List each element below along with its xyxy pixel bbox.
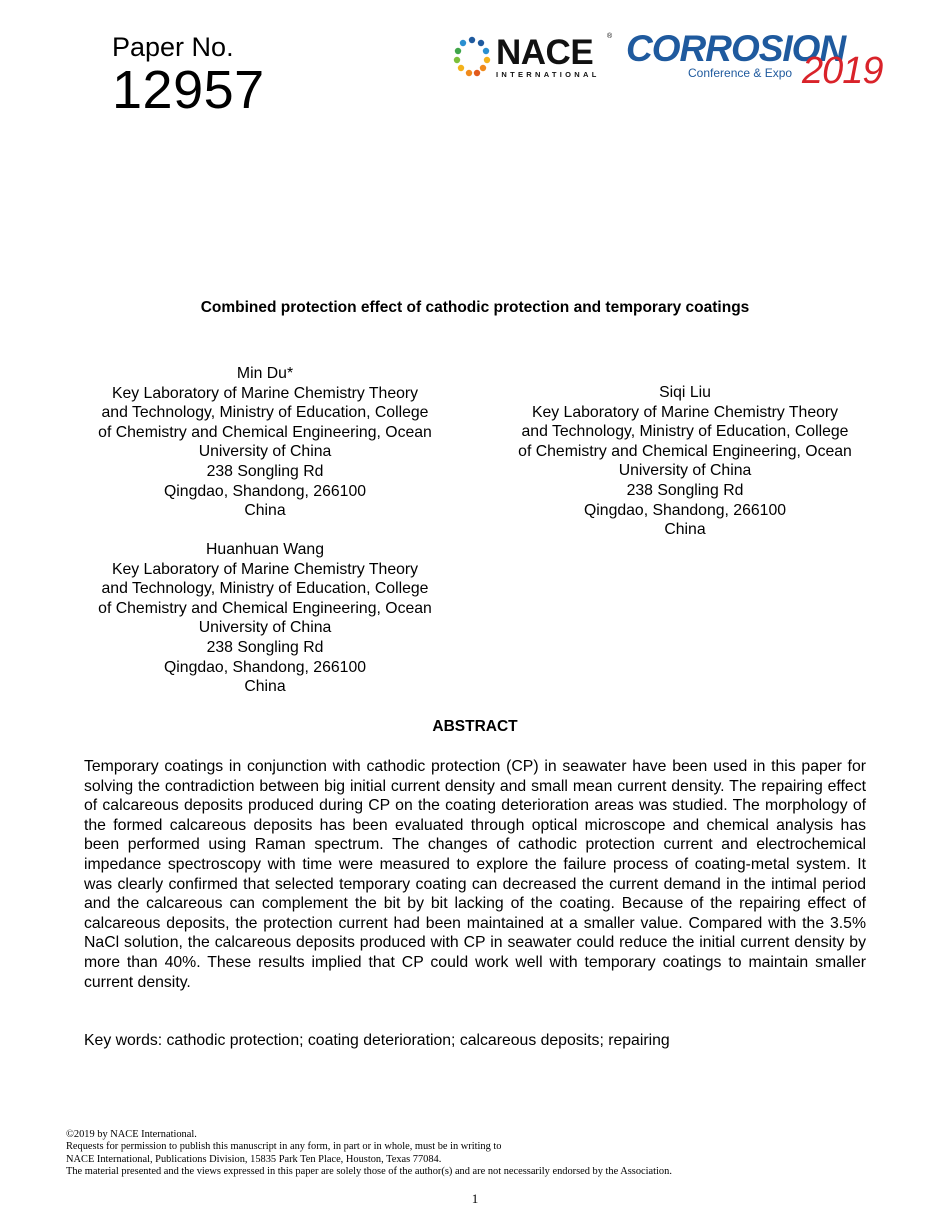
author-block [75,540,455,697]
affiliation-line: China [244,502,286,520]
affiliation-line: Qingdao, Shandong, 266100 [163,482,367,500]
copyright-footer [66,1129,672,1179]
paper-title: Combined protection effect of cathodic protection and temporary coatings [200,299,750,316]
page-number: 1 [471,1191,479,1206]
affiliation-line: University of China [198,619,332,637]
affiliation-line: Key Laboratory of Marine Chemistry Theory [111,384,419,402]
paper-number: 12957 [112,60,265,120]
nace-international: INTERNATIONAL [496,70,600,79]
affiliation-line: 238 Songling Rd [626,481,744,499]
footer-line: The material presented and the views expressed in this paper are solely those of the author(s) and are not necessarily endorsed by the Association. [66,1166,672,1178]
affiliation-line: Key Laboratory of Marine Chemistry Theory [111,560,419,578]
affiliation-line: China [244,678,286,696]
author-block [495,383,875,540]
conference-expo: Conference & Expo [688,66,793,80]
affiliation-line: and Technology, Ministry of Education, College [521,423,849,441]
affiliation-line: Qingdao, Shandong, 266100 [583,501,787,519]
abstract-text: Temporary coatings in conjunction with cathodic protection (CP) in seawater have been used in this paper for solving the contradiction between big initial current density and small mean current density. The repairing effect of calcareous deposits produced during CP on the coating deterioration areas was studied. The morphology of the formed calcareous deposits has been evaluated through optical microscope and chemical analysis has been performed using Raman spectrum. The changes of cathodic protection current and electrochemical impedance spectroscopy with time were measured to explore the failure process of coating-metal system. It was clearly confirmed that selected temporary coating can decreased the current demand in the intimal period and the calcareous can complement the bit by bit lacking of the coating. Because of the repairing effect of calcareous deposits, the protection current had been maintained at a smaller value. Compared with the 3.5% NaCl solution, the calcareous deposits produced with CP in seawater could reduce the initial current density by more than 40%. These results implied that CP could work well with temporary coatings to maintain smaller current density. [84,758,866,991]
affiliation-line: Qingdao, Shandong, 266100 [163,658,367,676]
author-name: Huanhuan Wang [206,541,324,558]
corrosion-wordmark: CORROSION [626,28,846,69]
conference-year: 2019 [802,50,883,92]
footer-line: ©2019 by NACE International. [66,1129,197,1140]
nace-logo [452,34,622,82]
affiliation-line: 238 Songling Rd [206,462,324,480]
author-block [75,364,455,521]
affiliation-line: Key Laboratory of Marine Chemistry Theory [531,403,839,421]
author-name: Siqi Liu [659,384,711,401]
keywords: Key words: cathodic protection; coating deterioration; calcareous deposits; repairing [84,1032,670,1049]
affiliation-line: University of China [618,462,752,480]
footer-line: NACE International, Publications Division, 15835 Park Ten Place, Houston, Texas 77084. [66,1153,442,1165]
affiliation-line: of Chemistry and Chemical Engineering, Ocean [518,442,852,460]
nace-wordmark: NACE [496,33,594,72]
affiliation-line: 238 Songling Rd [206,638,324,656]
affiliation-line: and Technology, Ministry of Education, College [101,404,429,422]
corrosion-2019-logo [626,28,886,92]
abstract-heading: ABSTRACT [432,718,518,735]
affiliation-line: University of China [198,443,332,461]
nace-emblem-icon [452,34,492,78]
paper-number-block [112,32,265,120]
affiliation-line: of Chemistry and Chemical Engineering, Ocean [98,423,432,441]
footer-line: Requests for permission to publish this manuscript in any form, in part or in whole, must be in writing to [66,1141,502,1153]
registered-mark: ® [607,33,613,40]
affiliation-line: and Technology, Ministry of Education, College [101,580,429,598]
affiliation-line: of Chemistry and Chemical Engineering, Ocean [98,599,432,617]
paper-label: Paper No. [112,32,234,62]
author-name: Min Du* [236,365,294,382]
affiliation-line: China [664,521,706,539]
